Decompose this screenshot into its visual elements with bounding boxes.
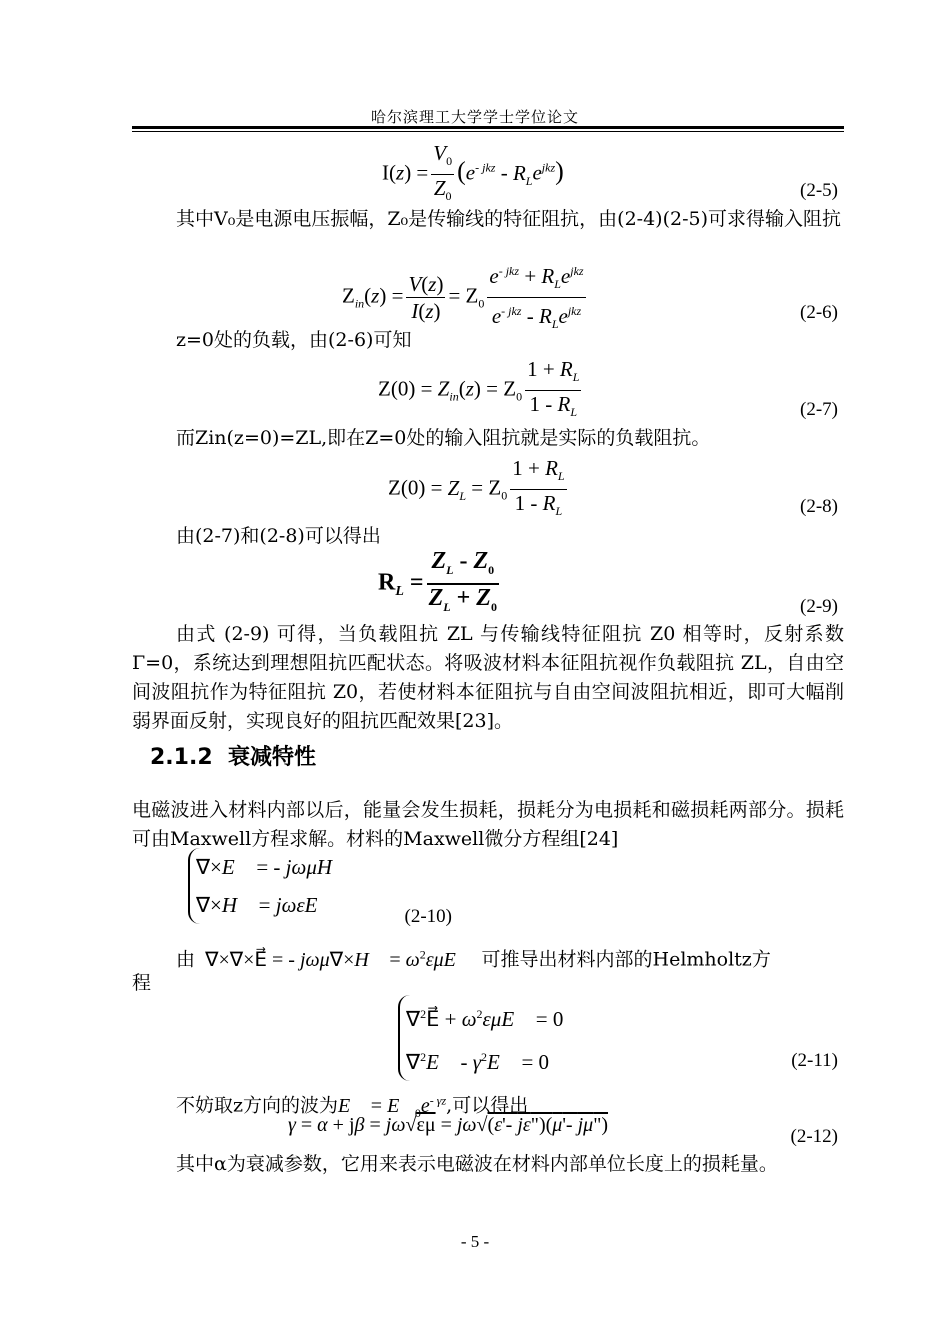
paragraph-load-at-z0: z=0处的负载，由(2-6)可知 xyxy=(176,329,412,351)
paragraph-input-equals-load: 而Zin(z=0)=ZL,即在Z=0处的输入阻抗就是实际的负载阻抗。 xyxy=(176,427,711,449)
equation-2-7: $Z(0) = Z_{in}(z) = Z_0$ $\frac{1 + R_L}{1 - R_L}$ xyxy=(378,357,580,420)
inline-formula-wave: E⃗ = $E⃗_0e^{- \gamma z}$ xyxy=(338,1093,447,1120)
header-rule-thick xyxy=(132,126,844,129)
page-number: - 5 - xyxy=(460,1232,490,1251)
equation-2-5: I(z) = $\frac{V_0}{Z_0}$ $(e^{- jkz} - R_Le^{jkz})$ xyxy=(382,141,564,204)
paragraph-derive: 由(2-7)和(2-8)可以得出 xyxy=(176,525,381,547)
equation-2-10: ∇×E⃗ = - jωμH⃗ ∇×H⃗ = jωεE⃗ xyxy=(188,848,348,924)
equation-number-2-6: (2-6) xyxy=(800,302,838,323)
equation-number-2-5: (2-5) xyxy=(800,180,838,201)
equation-2-6: $Z_{in}(z)$ = $\frac{V(z)}{I(z)}$ = $Z_0$ $\frac{e^{- jkz} + R_Le^{jkz}}{e^{- jkz} - R_Le^{jkz}}$ xyxy=(342,258,589,337)
running-header: 哈尔滨理工大学学士学位论文 xyxy=(370,108,579,126)
section-heading xyxy=(150,740,316,771)
equation-number-2-7: (2-7) xyxy=(800,399,838,420)
section-title: 衰减特性 xyxy=(227,745,316,770)
paragraph-wave-z: 不妨取z方向的波为E⃗ = $E⃗_0e^{- \gamma z}$,可以得出 xyxy=(176,1093,529,1120)
equation-2-8: $Z(0) = Z_L = Z_0$ $\frac{1 + R_L}{1 - R_L}$ xyxy=(388,456,565,519)
equation-2-9: $R_L$ = $\frac{Z_L - Z_0}{Z_L + Z_0}$ xyxy=(378,548,497,614)
paragraph-impedance-matching: 由式 (2-9) 可得，当负载阻抗 ZL 与传输线特征阻抗 Z0 相等时，反射系数 Γ=0，系统达到理想阻抗匹配状态。将吸波材料本征阻抗视作负载阻抗 ZL，自由空间波阻抗作为特征阻抗 Z0，若使材料本征阻抗与自由空间波阻抗相近，即可大幅削弱界面反射，实现良好的阻抗匹配效果[23]。 xyxy=(132,623,844,732)
equation-number-2-8: (2-8) xyxy=(800,496,838,517)
equation-number-2-11: (2-11) xyxy=(791,1050,838,1071)
equation-number-2-9: (2-9) xyxy=(800,596,838,617)
inline-formula-curl-curl: ∇×∇×E⃗ = - jωμ∇×H⃗ = $\omega^2\varepsilon\mu E⃗$ xyxy=(205,947,472,971)
paragraph-attenuation-parameter: 其中α为衰减参数，它用来表示电磁波在材料内部单位长度上的损耗量。 xyxy=(176,1153,778,1175)
paragraph-attenuation-intro: 电磁波进入材料内部以后，能量会发生损耗，损耗分为电损耗和磁损耗两部分。损耗可由Maxwell方程求解。材料的Maxwell微分方程组[24] xyxy=(132,799,844,850)
paragraph-helmholtz-continuation: 程 xyxy=(132,972,152,994)
equation-number-2-10: (2-10) xyxy=(404,906,452,927)
equation-2-11: ∇$^2$E⃗ + $\omega^2\varepsilon\mu E⃗ = 0$ ∇$^2$E⃗ - $\gamma^2E⃗ = 0$ xyxy=(398,995,563,1081)
paragraph-intro-input-impedance: 其中V₀是电源电压振幅，Z₀是传输线的特征阻抗，由(2-4)(2-5)可求得输入阻抗 xyxy=(176,208,842,230)
equation-number-2-12: (2-12) xyxy=(790,1126,838,1147)
paragraph-helmholtz: 由 ∇×∇×E⃗ = - jωμ∇×H⃗ = $\omega^2\varepsilon\mu E⃗$ 可推导出材料内部的Helmholtz方 xyxy=(176,947,771,971)
section-number: 2.1.2 xyxy=(150,745,213,770)
equation-2-12: γ = α + jβ = jω√εμ = jω√(ε'- jε")(μ'- jμ") xyxy=(288,1114,609,1136)
header-rule-thin xyxy=(132,131,844,132)
